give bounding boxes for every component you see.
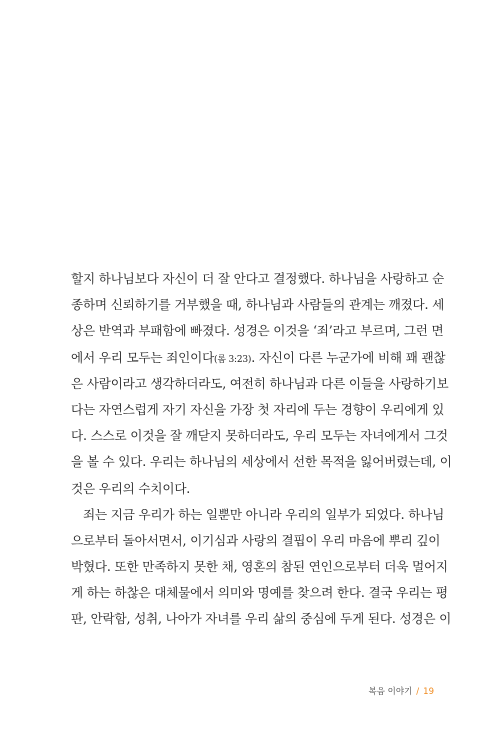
text-line: 게 하는 하찮은 대체물에서 의미와 명예를 찾으려 한다. 결국 우리는 평 [71,585,448,601]
scripture-citation: (롬 3:23) [214,354,252,365]
footer-separator: / [416,687,420,697]
text-segment: . 자신이 다른 누군가에 비해 꽤 괜찮 [251,349,446,365]
text-line: 다. 스스로 이것을 잘 깨닫지 못하더라도, 우리 모두는 자녀에게서 그것 [71,428,448,444]
text-line: 을 볼 수 있다. 우리는 하나님의 세상에서 선한 목적을 잃어버렸는데, 이 [71,454,452,470]
text-line: 은 사람이라고 생각하더라도, 여전히 하나님과 다른 이들을 사랑하기보 [71,375,449,391]
text-line: 판, 안락함, 성취, 나아가 자녀를 우리 삶의 중심에 두게 된다. 성경은 이 [71,611,452,627]
text-line: 으로부터 돌아서면서, 이기심과 사랑의 결핍이 우리 마음에 뿌리 깊이 [71,532,441,548]
text-line [71,345,446,371]
text-line: 상은 반역과 부패함에 빠졌다. 성경은 이것을 ‘죄’라고 부르며, 그런 면 [71,323,444,339]
text-line: 죄는 지금 우리가 하는 일뿐만 아니라 우리의 일부가 되었다. 하나님 [83,506,445,522]
body-text [71,266,452,633]
page-footer [369,685,434,697]
text-line: 박혔다. 또한 만족하지 못한 채, 영혼의 참된 연인으로부터 더욱 멀어지 [71,559,448,575]
text-line: 할지 하나님보다 자신이 더 잘 안다고 결정했다. 하나님을 사랑하고 순 [71,271,445,286]
text-line: 다는 자연스럽게 자기 자신을 가장 첫 자리에 두는 경향이 우리에게 있 [71,401,445,417]
text-line: 것은 우리의 수치이다. [71,480,191,496]
running-title: 복음 이야기 [368,687,413,697]
text-line: 종하며 신뢰하기를 거부했을 때, 하나님과 사람들의 관계는 깨졌다. 세 [71,297,445,313]
page-number: 19 [423,687,434,697]
text-segment: 에서 우리 모두는 죄인이다 [71,349,215,365]
